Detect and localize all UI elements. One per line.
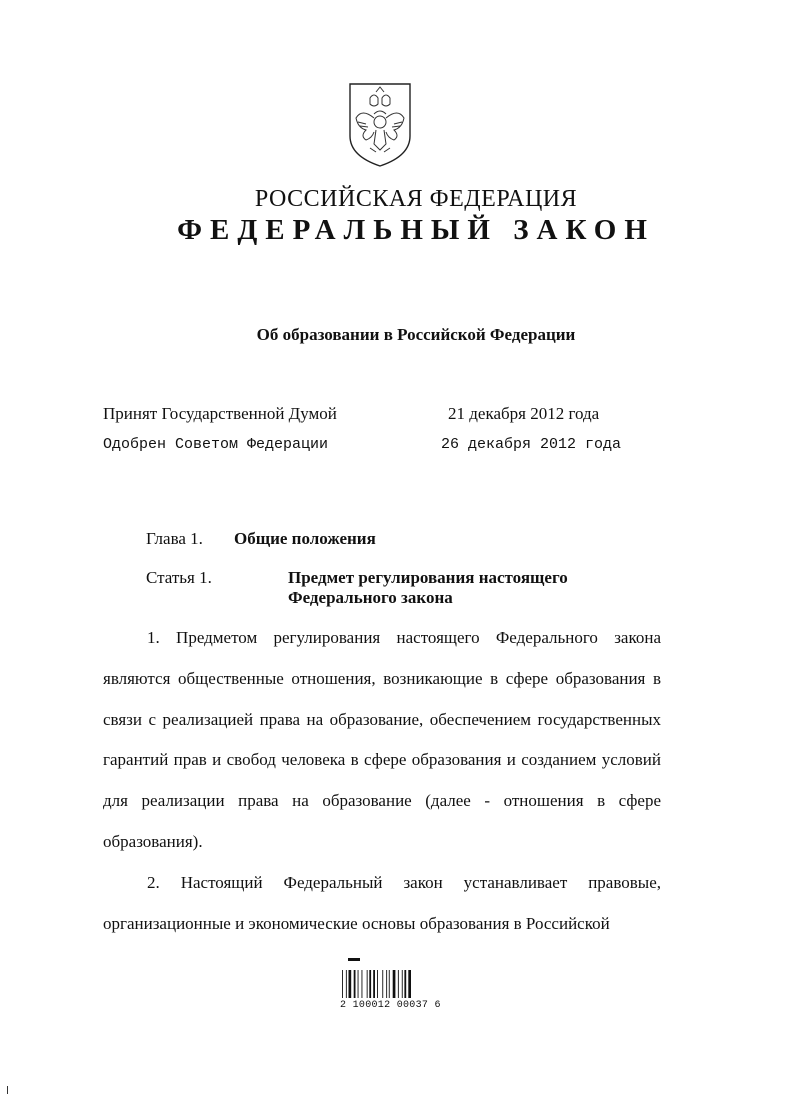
paragraph: 1. Предметом регулирования настоящего Федерального закона являются общественные отношения, возникающие в сфере образования в связи с реализацией права на образование, обеспечением государственных гарантий прав и свобод человека в сфере образования и созданием условий для реализации права на образование (далее - отношения в сфере образования). [103,628,661,851]
law-title: Об образовании в Российской Федерации [256,325,576,344]
article-title-line: Федерального закона [288,588,453,607]
council-approval-label: Одобрен Советом Федерации [103,436,329,453]
chapter-label: Глава 1. [146,529,203,548]
document-type-heading: ФЕДЕРАЛЬНЫЙ ЗАКОН [177,214,655,246]
scan-edge-mark [7,1086,8,1094]
duma-adoption-date: 21 декабря 2012 года [448,404,600,423]
article-body [103,618,661,944]
article-label: Статья 1. [146,568,212,587]
council-approval-date: 26 декабря 2012 года [441,436,622,453]
coat-of-arms-icon [344,78,416,168]
country-heading: РОССИЙСКАЯ ФЕДЕРАЦИЯ [254,186,578,212]
article-title [288,568,618,608]
chapter-title: Общие положения [234,529,376,548]
barcode-number: 2 100012 00037 6 [340,1000,441,1011]
paragraph: 2. Настоящий Федеральный закон устанавливает правовые, организационные и экономические основы образования в Российской [103,872,661,933]
article-title-line: Предмет регулирования настоящего [288,568,568,587]
duma-adoption-label: Принят Государственной Думой [103,404,337,423]
